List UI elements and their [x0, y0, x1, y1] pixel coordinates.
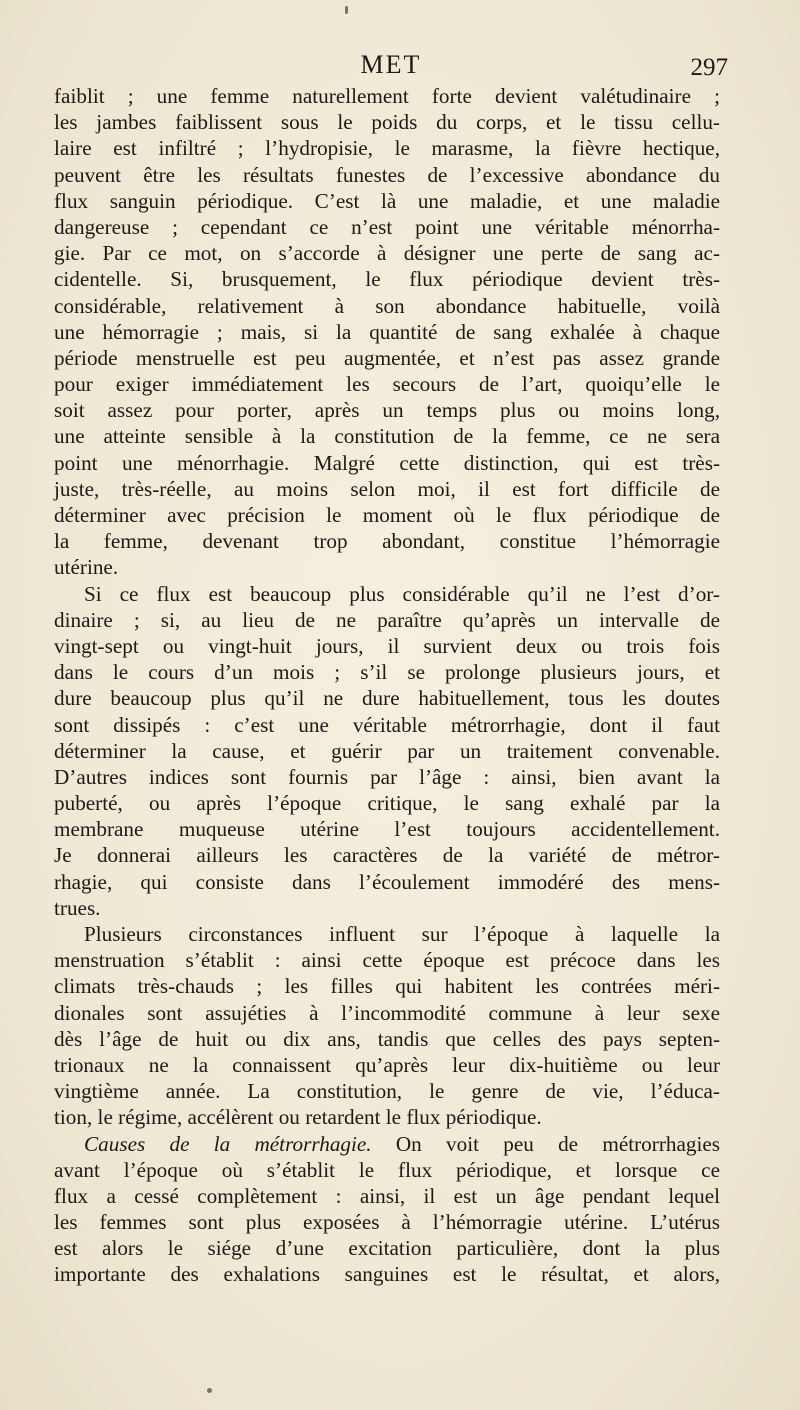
text-line: vingt-sept ou vingt-huit jours, il survient deux ou trois fois: [54, 633, 720, 658]
text-line: rhagie, qui consiste dans l’écoulement immodéré des mens-: [54, 869, 720, 894]
paragraph-2: [54, 581, 720, 921]
text-line: D’autres indices sont fournis par l’âge : ainsi, bien avant la: [54, 764, 720, 789]
text-line: une atteinte sensible à la constitution de la femme, ce ne sera: [54, 424, 720, 449]
text-line: gie. Par ce mot, on s’accorde à désigner une perte de sang ac-: [54, 241, 720, 266]
text-line: est alors le siége d’une excitation particulière, dont la plus: [54, 1236, 720, 1261]
ink-speck: [207, 1388, 212, 1393]
text-line: soit assez pour porter, après un temps plus ou moins long,: [54, 398, 720, 423]
text-line: climats très-chauds ; les filles qui habitent les contrées méri-: [54, 974, 720, 999]
text-line: considérable, relativement à son abondance habituelle, voilà: [54, 293, 720, 318]
page-header: [54, 50, 728, 84]
text-line: période menstruelle est peu augmentée, et n’est pas assez grande: [54, 345, 720, 370]
text-line: les jambes faiblissent sous le poids du corps, et le tissu cellu-: [54, 110, 720, 135]
ink-speck: [345, 6, 348, 14]
text-line: pour exiger immédiatement les secours de l’art, quoiqu’elle le: [54, 372, 720, 397]
text-line: déterminer avec précision le moment où le flux périodique de: [54, 503, 720, 527]
text-line: juste, très-réelle, au moins selon moi, il est fort difficile de: [54, 476, 720, 501]
text-line: cidentelle. Si, brusquement, le flux périodique devient très-: [54, 267, 720, 292]
text-line: peuvent être les résultats funestes de l’excessive abondance du: [54, 162, 720, 187]
text-line: déterminer la cause, et guérir par un traitement convenable.: [54, 738, 720, 763]
text-line: membrane muqueuse utérine l’est toujours accidentellement.: [54, 817, 720, 842]
text-line: flux a cessé complètement : ainsi, il est un âge pendant lequel: [54, 1183, 720, 1208]
text-line: puberté, ou après l’époque critique, le sang exhalé par la: [54, 791, 720, 816]
text-line: point une ménorrhagie. Malgré cette distinction, qui est très-: [54, 450, 720, 475]
text-line: dinaire ; si, au lieu de ne paraître qu’après un intervalle de: [54, 607, 720, 632]
text-line: faiblit ; une femme naturellement forte devient valétudinaire ;: [54, 84, 720, 108]
page-number: 297: [690, 54, 728, 81]
text-line: dionales sont assujéties à l’incommodité commune à leur sexe: [54, 1000, 720, 1025]
text-line: trionaux ne la connaissent qu’après leur dix-huitième ou leur: [54, 1052, 720, 1077]
text-line: avant l’époque où s’établit le flux périodique, et lorsque ce: [54, 1157, 720, 1182]
text-line: sont dissipés : c’est une véritable métrorrhagie, dont il faut: [54, 712, 720, 737]
text-line: laire est infiltré ; l’hydropisie, le marasme, la fièvre hectique,: [54, 136, 720, 161]
text-line: la femme, devenant trop abondant, constitue l’hémorragie: [54, 529, 720, 554]
text-line-rest: On voit peu de métrorrhagies: [371, 1131, 720, 1156]
text-line: vingtième année. La constitution, le genre de vie, l’éduca-: [54, 1079, 720, 1104]
paragraph-4: [54, 1131, 720, 1288]
text-line: importante des exhalations sanguines est le résultat, et alors,: [54, 1262, 720, 1287]
text-line: les femmes sont plus exposées à l’hémorragie utérine. L’utérus: [54, 1210, 720, 1235]
text-line: flux sanguin périodique. C’est là une maladie, et une maladie: [54, 188, 720, 213]
text-line: trues.: [54, 895, 101, 920]
text-line: dès l’âge de huit ou dix ans, tandis que celles des pays septen-: [54, 1026, 720, 1051]
text-line: Si ce flux est beaucoup plus considérable qu’il ne l’est d’or-: [84, 581, 720, 606]
text-line: tion, le régime, accélèrent ou retardent le flux périodique.: [54, 1105, 542, 1130]
text-line: dans le cours d’un mois ; s’il se prolonge plusieurs jours, et: [54, 660, 720, 685]
running-head: MET: [360, 50, 422, 79]
paragraph-1: [54, 83, 720, 581]
text-line: utérine.: [54, 555, 119, 580]
text-line: [54, 1131, 720, 1157]
text-line: Je donnerai ailleurs les caractères de la variété de métror-: [54, 843, 720, 868]
text-line: dure beaucoup plus qu’il ne dure habituellement, tous les doutes: [54, 686, 720, 711]
body-text: [54, 83, 720, 1288]
section-lead: Causes de la métrorrhagie.: [84, 1131, 372, 1156]
text-line: dangereuse ; cependant ce n’est point une véritable ménorrha-: [54, 214, 720, 239]
paragraph-3: [54, 921, 720, 1131]
text-line: menstruation s’établit : ainsi cette époque est précoce dans les: [54, 948, 720, 973]
text-line: Plusieurs circonstances influent sur l’époque à laquelle la: [84, 922, 720, 946]
text-line: une hémorragie ; mais, si la quantité de sang exhalée à chaque: [54, 319, 720, 344]
